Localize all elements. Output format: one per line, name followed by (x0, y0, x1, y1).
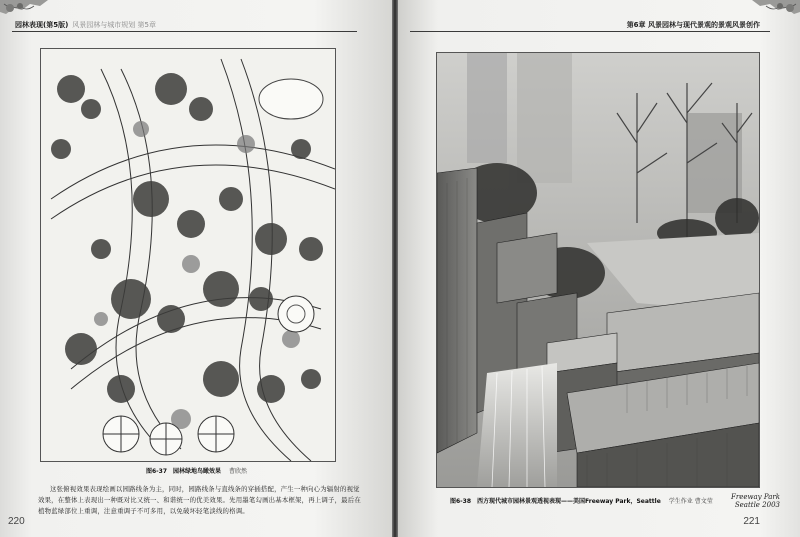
figure-number: 图6-38 (450, 498, 472, 505)
figure-caption (146, 466, 247, 475)
figure-title: 西方现代城市园林景观透视表现——美国Freeway Park，Seattle (477, 498, 661, 505)
header-rule (12, 31, 357, 32)
right-running-head: 第6章 风景园林与现代景观的景观风景创作 (626, 21, 760, 29)
figure-caption (450, 496, 713, 505)
body-paragraph: 这张俯视效果表现绘画以园路线条为主，同时，园路线条与直线条的穿插搭配，产生一种向心为辐射的视觉效果，在整体上表现出一种既对比又统一、和谐统一的优美效果。先用墨笔勾画出基本框架，再上调子，最后在植物蓝绿部位上重调，注意重调子不可多用，以免破坏轻笔淡线的格调。 (38, 485, 361, 516)
aerial-garden-drawing (41, 49, 335, 461)
book-title: 园林表现 (15, 21, 43, 29)
book-subtitle: 风景园林与城市规划 第5章 (72, 21, 156, 29)
signature-line: Freeway Park (731, 493, 780, 501)
signature-line: Seattle 2003 (734, 501, 780, 509)
left-running-head (15, 20, 156, 30)
figure-author: 学生作业 曹文莹 (668, 498, 713, 505)
left-page (0, 0, 392, 537)
figure-number: 图6-37 (146, 468, 168, 475)
freeway-park-drawing (437, 53, 759, 487)
figure-title: 园林绿地鸟瞰效果 (173, 468, 222, 475)
right-page (398, 0, 800, 537)
garden-plan-sketch (40, 48, 336, 462)
book-edition: (第5版) (43, 21, 69, 29)
figure-author: 曹欣然 (229, 468, 248, 475)
page-number: 221 (743, 516, 760, 527)
artist-signature (731, 493, 780, 509)
page-number: 220 (8, 516, 25, 527)
header-rule (410, 31, 770, 32)
park-perspective-sketch (436, 52, 760, 488)
